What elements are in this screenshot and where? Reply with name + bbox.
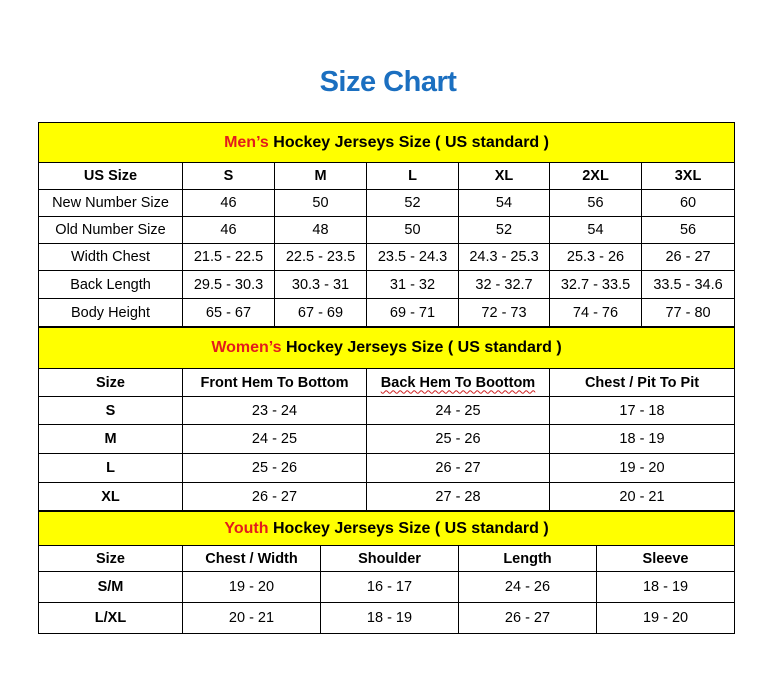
table-cell: 56 <box>550 190 642 217</box>
table-cell: 72 - 73 <box>459 299 550 327</box>
table-cell: 26 - 27 <box>183 483 367 511</box>
row-label: S/M <box>39 572 183 603</box>
table-cell: 22.5 - 23.5 <box>275 244 367 271</box>
table-row <box>39 271 735 299</box>
column-header <box>39 369 183 397</box>
table-cell: 50 <box>367 217 459 244</box>
column-header-label: Length <box>503 550 552 567</box>
table-cell: 46 <box>183 190 275 217</box>
column-header <box>367 163 459 190</box>
table-cell: 65 - 67 <box>183 299 275 327</box>
section-accent: Women’s <box>211 339 282 356</box>
table-row <box>39 190 735 217</box>
table-cell: 50 <box>275 190 367 217</box>
section-title <box>39 328 735 369</box>
youth-section-header <box>39 512 735 546</box>
page-title: Size Chart <box>319 66 457 98</box>
row-label: New Number Size <box>39 190 183 217</box>
table-cell: 18 - 19 <box>550 425 735 454</box>
table-cell: 29.5 - 30.3 <box>183 271 275 299</box>
table-cell: 27 - 28 <box>367 483 550 511</box>
table-cell: 19 - 20 <box>550 454 735 483</box>
table-cell: 23 - 24 <box>183 397 367 425</box>
table-cell: 32 - 32.7 <box>459 271 550 299</box>
column-header-label: Size <box>95 550 125 567</box>
table-cell: 25 - 26 <box>183 454 367 483</box>
row-label: S <box>39 397 183 425</box>
column-header <box>183 163 275 190</box>
table-cell: 20 - 21 <box>550 483 735 511</box>
table-cell: 26 - 27 <box>642 244 735 271</box>
column-header-label: Sleeve <box>642 550 689 567</box>
table-cell: 54 <box>459 190 550 217</box>
table-row <box>39 299 735 327</box>
column-header <box>459 163 550 190</box>
row-label: Width Chest <box>39 244 183 271</box>
section-title <box>39 123 735 163</box>
table-cell: 23.5 - 24.3 <box>367 244 459 271</box>
table-cell: 18 - 19 <box>597 572 735 603</box>
table-row <box>39 244 735 271</box>
column-header-row <box>39 163 735 190</box>
column-header <box>275 163 367 190</box>
column-header-label: Size <box>95 374 125 391</box>
column-header <box>39 546 183 572</box>
table-cell: 18 - 19 <box>321 603 459 634</box>
row-label: Body Height <box>39 299 183 327</box>
column-header <box>597 546 735 572</box>
column-header-label: Shoulder <box>358 550 421 567</box>
row-label: Old Number Size <box>39 217 183 244</box>
table-cell: 74 - 76 <box>550 299 642 327</box>
table-cell: 77 - 80 <box>642 299 735 327</box>
table-cell: 67 - 69 <box>275 299 367 327</box>
column-header-label: L <box>408 168 417 184</box>
table-cell: 26 - 27 <box>459 603 597 634</box>
column-header-label: Chest / Pit To Pit <box>584 374 700 391</box>
table-cell: 24.3 - 25.3 <box>459 244 550 271</box>
table-row <box>39 483 735 511</box>
table-cell: 26 - 27 <box>367 454 550 483</box>
table-cell: 33.5 - 34.6 <box>642 271 735 299</box>
table-cell: 21.5 - 22.5 <box>183 244 275 271</box>
column-header-label: 2XL <box>582 168 609 184</box>
mens-size-table <box>38 122 735 327</box>
column-header <box>642 163 735 190</box>
column-header-label: Back Hem To Boottom <box>380 374 536 391</box>
table-row <box>39 603 735 634</box>
womens-size-table <box>38 327 735 511</box>
section-accent: Men’s <box>224 133 269 151</box>
column-header <box>321 546 459 572</box>
table-cell: 30.3 - 31 <box>275 271 367 299</box>
column-header <box>39 163 183 190</box>
section-title <box>39 512 735 546</box>
column-header <box>550 369 735 397</box>
column-header-row <box>39 546 735 572</box>
table-cell: 25.3 - 26 <box>550 244 642 271</box>
column-header-label: S <box>223 168 234 184</box>
table-cell: 60 <box>642 190 735 217</box>
table-cell: 69 - 71 <box>367 299 459 327</box>
column-header-label: Front Hem To Bottom <box>200 374 349 391</box>
table-cell: 52 <box>459 217 550 244</box>
table-cell: 24 - 26 <box>459 572 597 603</box>
column-header <box>459 546 597 572</box>
column-header <box>183 546 321 572</box>
column-header <box>183 369 367 397</box>
section-accent: Youth <box>224 519 269 537</box>
section-heading: Hockey Jerseys Size ( US standard ) <box>273 133 549 151</box>
table-cell: 19 - 20 <box>597 603 735 634</box>
mens-section-header <box>39 123 735 163</box>
table-row <box>39 217 735 244</box>
row-label: Back Length <box>39 271 183 299</box>
table-cell: 25 - 26 <box>367 425 550 454</box>
youth-size-table <box>38 511 735 634</box>
column-header <box>550 163 642 190</box>
table-cell: 46 <box>183 217 275 244</box>
womens-section-header <box>39 328 735 369</box>
row-label: L/XL <box>39 603 183 634</box>
table-cell: 32.7 - 33.5 <box>550 271 642 299</box>
row-label: XL <box>39 483 183 511</box>
column-header-row <box>39 369 735 397</box>
column-header-label: US Size <box>83 168 138 184</box>
table-cell: 17 - 18 <box>550 397 735 425</box>
column-header-label: XL <box>494 168 514 184</box>
table-cell: 24 - 25 <box>367 397 550 425</box>
table-cell: 54 <box>550 217 642 244</box>
table-row <box>39 454 735 483</box>
table-cell: 24 - 25 <box>183 425 367 454</box>
table-row <box>39 572 735 603</box>
row-label: L <box>39 454 183 483</box>
table-cell: 56 <box>642 217 735 244</box>
section-heading: Hockey Jerseys Size ( US standard ) <box>286 339 562 356</box>
table-cell: 31 - 32 <box>367 271 459 299</box>
table-cell: 19 - 20 <box>183 572 321 603</box>
column-header-label: M <box>314 168 327 184</box>
table-row <box>39 425 735 454</box>
table-cell: 16 - 17 <box>321 572 459 603</box>
section-heading: Hockey Jerseys Size ( US standard ) <box>272 519 549 537</box>
size-chart <box>38 122 734 634</box>
table-cell: 48 <box>275 217 367 244</box>
row-label: M <box>39 425 183 454</box>
table-cell: 20 - 21 <box>183 603 321 634</box>
table-row <box>39 397 735 425</box>
table-cell: 52 <box>367 190 459 217</box>
column-header-label: Chest / Width <box>205 550 298 567</box>
column-header <box>367 369 550 397</box>
column-header-label: 3XL <box>674 168 702 184</box>
